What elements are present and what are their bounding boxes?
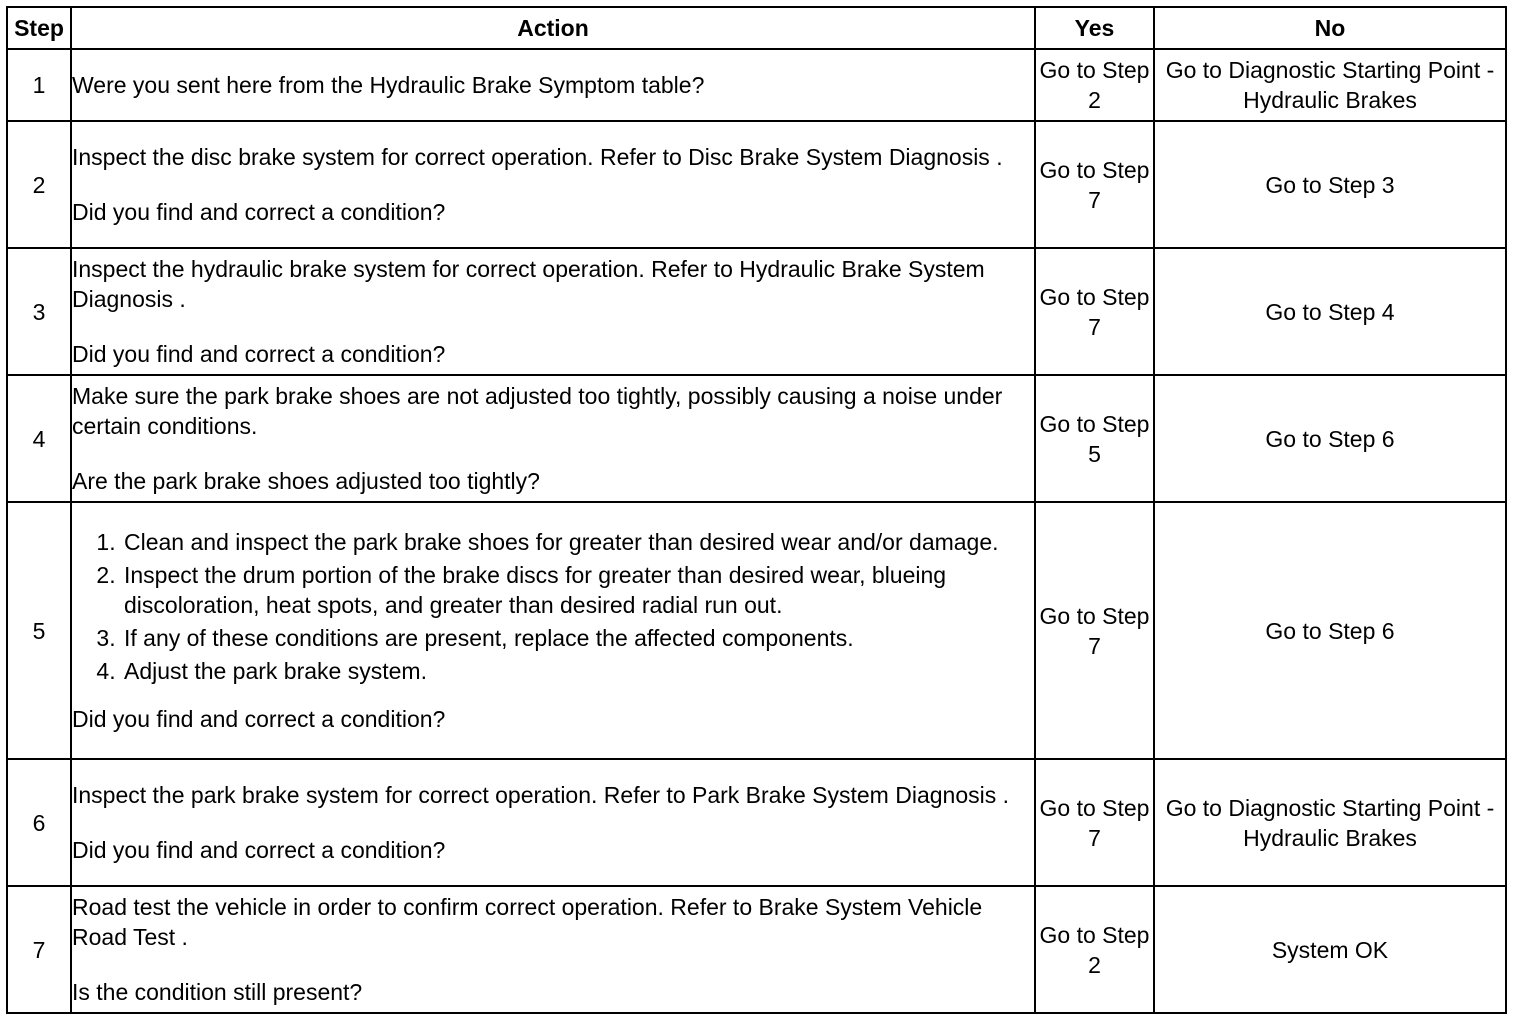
action-text: Inspect the park brake system for correct operation. Refer to Park Brake System Diagnosis . bbox=[72, 782, 1010, 808]
action-text: Inspect the disc brake system for correct operation. Refer to Disc Brake System Diagnosis . bbox=[72, 144, 1003, 170]
substep-item: 3. If any of these conditions are present, replace the affected components. bbox=[122, 623, 1034, 653]
header-no: No bbox=[1154, 7, 1506, 49]
substep-item: 2. Inspect the drum portion of the brake discs for greater than desired wear, blueing discoloration, heat spots, and greater than desired radial run out. bbox=[122, 560, 1034, 620]
action-cell bbox=[71, 759, 1035, 886]
step-number: 3 bbox=[7, 248, 71, 375]
action-text: Were you sent here from the Hydraulic Brake Symptom table? bbox=[72, 72, 705, 98]
action-question: Is the condition still present? bbox=[72, 979, 363, 1005]
table-row bbox=[7, 121, 1506, 248]
action-cell bbox=[71, 248, 1035, 375]
action-cell bbox=[71, 121, 1035, 248]
table-row bbox=[7, 502, 1506, 759]
yes-link[interactable]: Go to Step 5 bbox=[1035, 375, 1154, 502]
step-number: 4 bbox=[7, 375, 71, 502]
table-row bbox=[7, 375, 1506, 502]
no-link[interactable]: Go to Step 6 bbox=[1154, 502, 1506, 759]
substep-item: 1. Clean and inspect the park brake shoes for greater than desired wear and/or damage. bbox=[122, 527, 1034, 557]
table-row bbox=[7, 759, 1506, 886]
table-row bbox=[7, 248, 1506, 375]
action-cell bbox=[71, 886, 1035, 1013]
action-cell bbox=[71, 49, 1035, 121]
yes-link[interactable]: Go to Step 7 bbox=[1035, 248, 1154, 375]
no-link[interactable]: Go to Step 3 bbox=[1154, 121, 1506, 248]
header-row bbox=[7, 7, 1506, 49]
action-question: Did you find and correct a condition? bbox=[72, 706, 446, 732]
action-cell bbox=[71, 375, 1035, 502]
yes-link[interactable]: Go to Step 7 bbox=[1035, 121, 1154, 248]
no-link[interactable]: System OK bbox=[1154, 886, 1506, 1013]
substep-item: 4. Adjust the park brake system. bbox=[122, 656, 1034, 686]
step-number: 1 bbox=[7, 49, 71, 121]
step-number: 6 bbox=[7, 759, 71, 886]
substep-list bbox=[72, 527, 1034, 686]
action-text: Road test the vehicle in order to confirm correct operation. Refer to Brake System Vehicle Road Test . bbox=[72, 894, 983, 950]
no-link[interactable]: Go to Diagnostic Starting Point - Hydraulic Brakes bbox=[1154, 759, 1506, 886]
diagnostic-table bbox=[6, 6, 1507, 1014]
header-step: Step bbox=[7, 7, 71, 49]
step-number: 5 bbox=[7, 502, 71, 759]
action-question: Are the park brake shoes adjusted too tightly? bbox=[72, 468, 540, 494]
table-row bbox=[7, 886, 1506, 1013]
action-question: Did you find and correct a condition? bbox=[72, 341, 446, 367]
table-row bbox=[7, 49, 1506, 121]
header-yes: Yes bbox=[1035, 7, 1154, 49]
action-text: Inspect the hydraulic brake system for correct operation. Refer to Hydraulic Brake System Diagnosis . bbox=[72, 256, 985, 312]
yes-link[interactable]: Go to Step 7 bbox=[1035, 759, 1154, 886]
action-text: Make sure the park brake shoes are not adjusted too tightly, possibly causing a noise under certain conditions. bbox=[72, 383, 1003, 439]
step-number: 2 bbox=[7, 121, 71, 248]
yes-link[interactable]: Go to Step 2 bbox=[1035, 886, 1154, 1013]
no-link[interactable]: Go to Diagnostic Starting Point - Hydraulic Brakes bbox=[1154, 49, 1506, 121]
action-cell bbox=[71, 502, 1035, 759]
step-number: 7 bbox=[7, 886, 71, 1013]
no-link[interactable]: Go to Step 4 bbox=[1154, 248, 1506, 375]
action-question: Did you find and correct a condition? bbox=[72, 837, 446, 863]
no-link[interactable]: Go to Step 6 bbox=[1154, 375, 1506, 502]
yes-link[interactable]: Go to Step 2 bbox=[1035, 49, 1154, 121]
action-question: Did you find and correct a condition? bbox=[72, 199, 446, 225]
header-action: Action bbox=[71, 7, 1035, 49]
yes-link[interactable]: Go to Step 7 bbox=[1035, 502, 1154, 759]
